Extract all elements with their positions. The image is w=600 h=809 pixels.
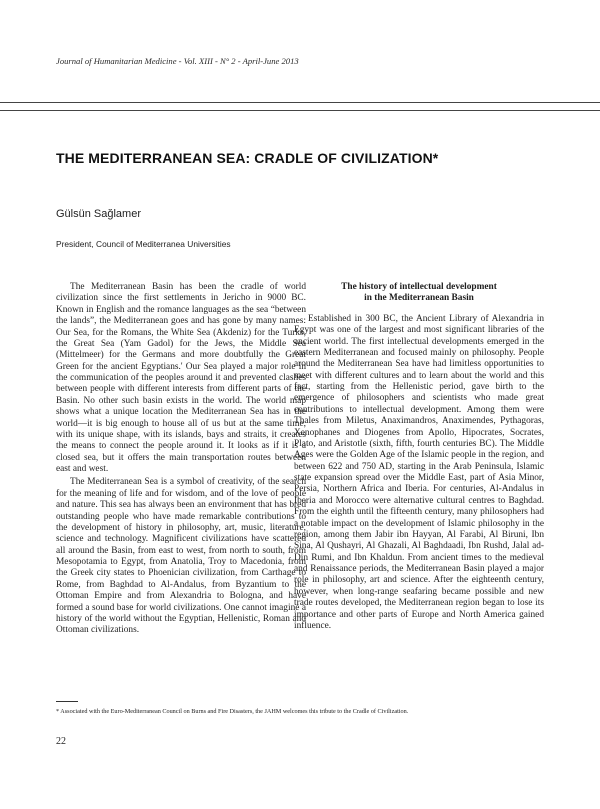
section-heading-line: in the Mediterranean Basin	[364, 293, 474, 304]
article-title: THE MEDITERRANEAN SEA: CRADLE OF CIVILIZATION*	[56, 150, 439, 167]
page-number: 22	[56, 736, 66, 747]
footnote: * Associated with the Euro-Mediterranean Council on Burns and Fire Disasters, the JAHM welcomes this tribute to the Cradle of Civilization.	[56, 708, 409, 715]
section-heading	[294, 282, 544, 305]
right-column	[294, 282, 544, 632]
paragraph: The Mediterranean Basin has been the cradle of world civilization since the first settlements in Jericho in 9000 BC. Known in English and the romance languages as the sea “between the lands”, the Mediterranean goes and has gone by many names: Our Sea, for the Romans, the White Sea (Akdeniz) for the Turks, the Great Sea (Yam Gadol) for the Jews, the Middle Sea (Mittelmeer) for the Germans and more doubtfully the Great Green for the ancient Egyptians.' Our Sea played a major role in the communication of the peoples around it and prevented clashes between people with different interests from different parts of the Basin. No other such basin exists in the world. The world map shows what a unique location the Mediterranean Sea has in the world—it is big enough to house all of us but at the same time, with its unique shape, with its islands, bays and straits, it creates the means to connect the people around it. It looks as if it is a closed sea, but it offers the main transportation routes between east and west.	[56, 282, 306, 474]
paragraph: The Mediterranean Sea is a symbol of creativity, of the search for the meaning of life and for wisdom, and of the love of people and nature. This sea has always been an environment that has bred outstanding people who have made remarkable contributions to the development of history in philosophy, art, music, literature, science and technology. Magnificent civilizations have scattered all around the Basin, from east to west, from north to south, from Mesopotamia to Egypt, from Anatolia, Troy to Macedonia, from the Greek city states to Phoenician civilization, from Carthage to Rome, from Baghdad to Al-Andalus, from Byzantium to the Ottoman Empire and from Alexandria to Bologna, and have formed a sound base for world civilizations. One cannot imagine a history of the world without the Egyptian, Hellenistic, Roman and Ottoman civilizations.	[56, 477, 306, 636]
author-name: Gülsün Sağlamer	[56, 208, 141, 220]
header-rule-top	[0, 102, 600, 103]
footnote-rule	[56, 701, 78, 702]
author-affiliation: President, Council of Mediterranea Universities	[56, 239, 231, 249]
left-column	[56, 282, 306, 637]
journal-header: Journal of Humanitarian Medicine - Vol. XIII - N° 2 - April-June 2013	[56, 56, 299, 66]
paragraph: Established in 300 BC, the Ancient Library of Alexandria in Egypt was one of the largest and most significant libraries of the ancient world. The first intellectual developments emerged in the eastern Mediterranean and focused mainly on philosophy. People around the Mediterranean Sea have had limitless opportunities to meet with different cultures and to learn about the world and this fact, starting from the Hellenistic period, gave birth to the emergence of philosophers and scientists who made great contributions to intellectual development. Among them were Thales from Miletus, Anaximandros, Anaximendes, Pythagoras, Xenophanes and Diogenes from Apollo, Hipocrates, Socrates, Plato, and Aristotle (sixth, fifth, fourth centuries BC). The Middle Ages were the Golden Age of the Islamic people in the region, and between 622 and 750 AD, starting in the Arab Peninsula, Islamic state expansion spread over the Middle East, part of Asia Minor, Persia, Northern Africa and Iberia. For centuries, Al-Andalus in Iberia and Morocco were alternative cultural centres to Baghdad. From the eighth until the fifteenth century, many philosophers had a notable impact on the development of Islamic philosophy in the region, among them Jabir ibn Hayyan, Al Farabi, Al Biruni, Ibn Sina, Al Qushayri, Al Ghazali, Al Baghdaadi, Ibn Rushd, Jalal ad-Din Rumi, and Ibn Khaldun. From ancient times to the medieval and Renaissance periods, the Mediterranean Basin played a major role in philosophy, art and science. After the eighteenth century, however, when long-range seafaring became possible and new trade routes developed, the Mediterranean region began to lose its importance and other parts of Europe and North America gained influence.	[294, 313, 544, 631]
section-heading-line: The history of intellectual development	[341, 282, 497, 292]
header-rule-bottom	[0, 110, 600, 111]
